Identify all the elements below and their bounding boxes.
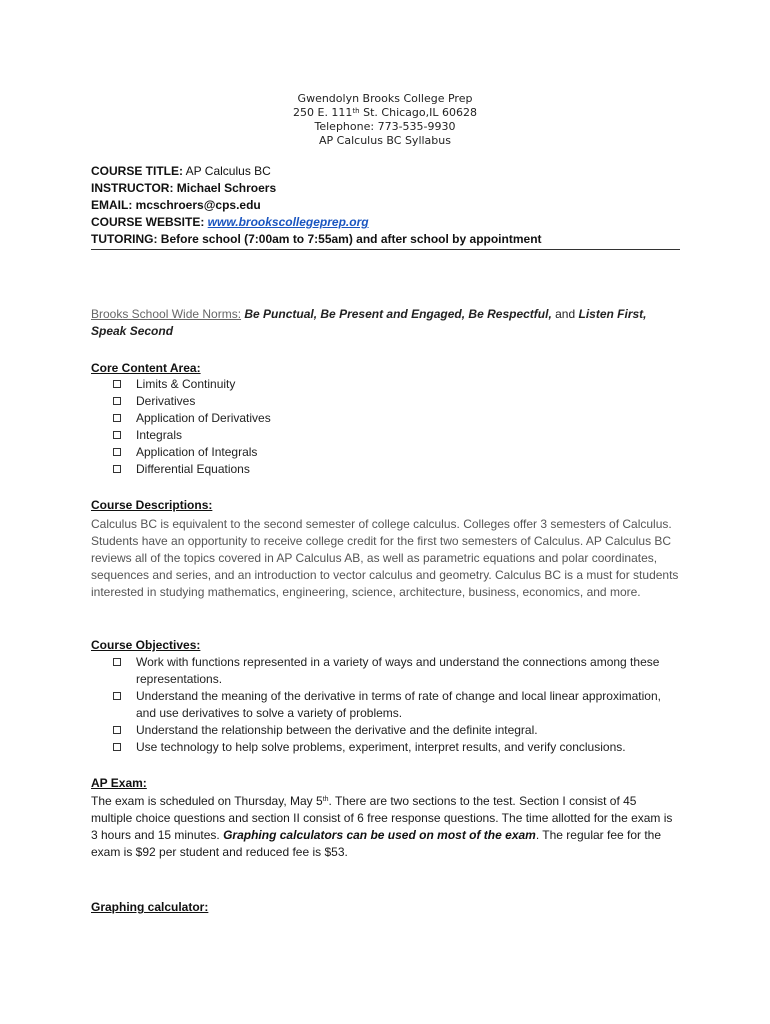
ap-exam-text: The exam is scheduled on Thursday, May 5th. There are two sections to the test. Section I consist of 45 multiple choice questions and section II consist of 6 free response questions. The time allotted for the exam is 3 hours and 15 minutes. Graphing calculators can be used on most of the exam. The regular fee for the exam is $92 per student and reduced fee is $53. [91, 794, 673, 859]
checkbox-icon [113, 743, 121, 751]
syllabus-title: AP Calculus BC Syllabus [319, 134, 451, 147]
ap-exam-title: AP Exam: [91, 776, 147, 790]
list-item: Understand the relationship between the derivative and the definite integral. [113, 722, 673, 739]
school-telephone: Telephone: 773-535-9930 [314, 120, 456, 133]
course-website: COURSE WEBSITE: www.brookscollegeprep.org [91, 215, 369, 229]
course-objectives-list [113, 654, 673, 756]
list-item: Integrals [113, 427, 271, 444]
checkbox-icon [113, 431, 121, 439]
school-name: Gwendolyn Brooks College Prep [297, 92, 473, 105]
norms-label: Brooks School Wide Norms: [91, 307, 242, 321]
core-content-title: Core Content Area: [91, 361, 201, 375]
checkbox-icon [113, 692, 121, 700]
list-item: Understand the meaning of the derivative in terms of rate of change and local linear approximation, and use derivatives to solve a variety of problems. [113, 688, 673, 722]
checkbox-icon [113, 414, 121, 422]
website-link[interactable]: www.brookscollegeprep.org [207, 215, 369, 229]
list-item: Application of Integrals [113, 444, 271, 461]
checkbox-icon [113, 448, 121, 456]
course-descriptions-title: Course Descriptions: [91, 498, 213, 512]
checkbox-icon [113, 658, 121, 666]
checkbox-icon [113, 380, 121, 388]
list-item: Use technology to help solve problems, experiment, interpret results, and verify conclusions. [113, 739, 673, 756]
course-title: COURSE TITLE: AP Calculus BC [91, 164, 271, 178]
checkbox-icon [113, 397, 121, 405]
checkbox-icon [113, 465, 121, 473]
list-item: Work with functions represented in a variety of ways and understand the connections among these representations. [113, 654, 673, 688]
school-norms: Brooks School Wide Norms: Be Punctual, Be Present and Engaged, Be Respectful, and Listen First, Speak Second [91, 307, 647, 338]
letterhead [0, 92, 770, 148]
instructor: INSTRUCTOR: Michael Schroers [91, 181, 277, 195]
list-item: Limits & Continuity [113, 376, 271, 393]
school-address: 250 E. 111th St. Chicago,IL 60628 [293, 106, 477, 119]
tutoring: TUTORING: Before school (7:00am to 7:55am) and after school by appointment [91, 232, 542, 246]
course-descriptions-text: Calculus BC is equivalent to the second semester of college calculus. Colleges offer 3 semesters of Calculus. Students have an opportunity to receive college credit for the first two semesters of Calculus. AP Calculus BC reviews all of the topics covered in AP Calculus AB, as well as parametric equations and polar coordinates, sequences and series, and an introduction to vector calculus and geometry. Calculus BC is a must for students interested in studying mathematics, engineering, science, architecture, business, economics, and more. [91, 517, 679, 599]
core-content-list [113, 376, 271, 478]
list-item: Derivatives [113, 393, 271, 410]
list-item: Application of Derivatives [113, 410, 271, 427]
checkbox-icon [113, 726, 121, 734]
course-info [91, 163, 680, 250]
email: EMAIL: mcschroers@cps.edu [91, 198, 261, 212]
course-objectives-title: Course Objectives: [91, 638, 201, 652]
list-item: Differential Equations [113, 461, 271, 478]
graphing-calculator-title: Graphing calculator: [91, 900, 209, 914]
